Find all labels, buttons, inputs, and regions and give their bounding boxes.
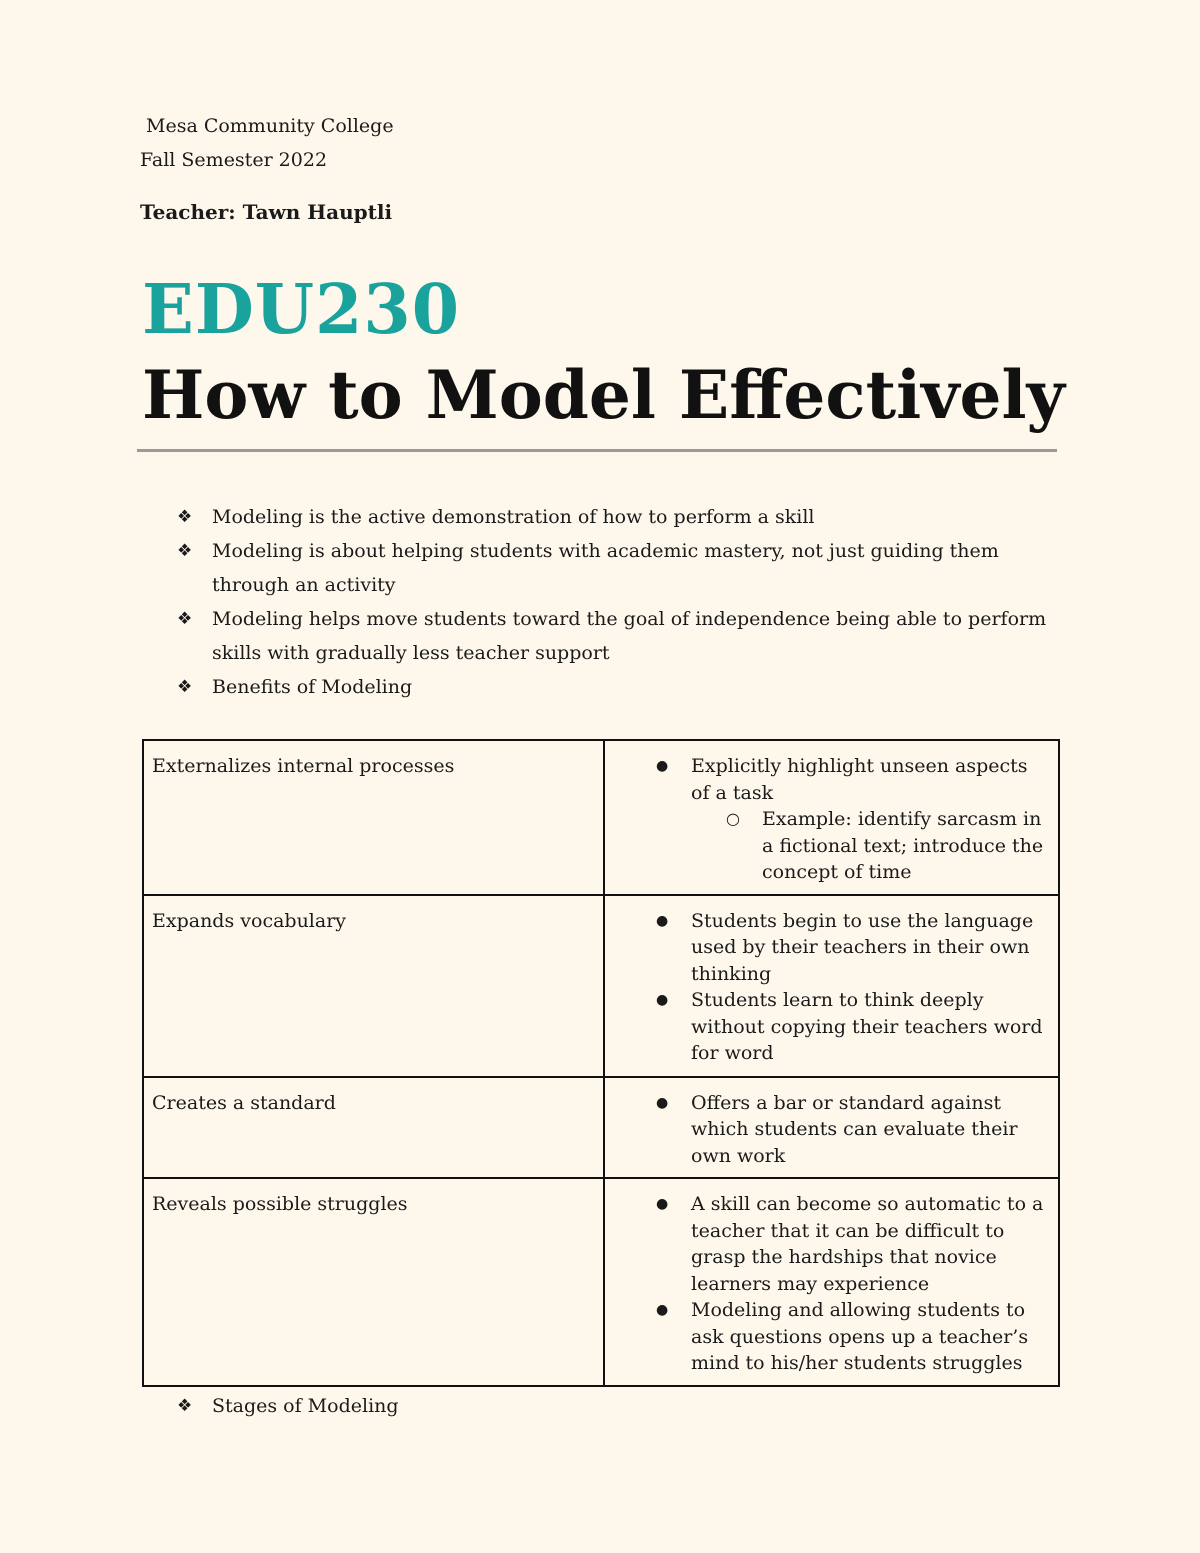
diamond-bullet-icon: ❖	[177, 677, 193, 697]
detail-cell	[604, 1077, 1059, 1179]
table-row	[143, 895, 1059, 1077]
list-item: ● Modeling and allowing students to ask questions opens up a teacher’s mind to his/her students struggles	[656, 1299, 1029, 1374]
list-item: ● Students begin to use the language used by their teachers in their own thinking	[656, 909, 1034, 985]
list-item: ❖ Modeling is the active demonstration of how to perform a skill	[175, 500, 1055, 534]
list-item: ○ Example: identify sarcasm in a fictional text; introduce the concept of time	[726, 808, 1044, 883]
list-item: ❖ Stages of Modeling	[175, 1389, 1055, 1423]
bullet-dot-icon: ●	[656, 912, 669, 929]
bullet-dot-icon: ●	[656, 758, 669, 774]
teacher-label: Teacher: Tawn Hauptli	[140, 200, 393, 224]
intro-bullet-list	[175, 500, 1055, 704]
benefit-cell: Creates a standard	[143, 1077, 604, 1179]
list-item: ● Explicitly highlight unseen aspects of a task ○ Example: identify sarcasm in a fictional text; introduce the concept of time	[691, 753, 1048, 886]
list-item: ● Offers a bar or standard against which students can evaluate their own work	[656, 1091, 1018, 1167]
bullet-circle-icon: ○	[726, 809, 740, 828]
detail-cell	[604, 1178, 1059, 1386]
bullet-dot-icon: ●	[656, 1196, 669, 1212]
page-title: How to Model Effectively	[142, 356, 1065, 434]
list-item: ❖ Benefits of Modeling	[175, 670, 1055, 704]
course-code: EDU230	[142, 270, 461, 350]
table-row	[143, 1077, 1059, 1179]
table-row	[143, 740, 1059, 895]
closing-bullet-list	[175, 1389, 1055, 1423]
list-item: ● A skill can become so automatic to a teacher that it can be difficult to grasp the hardships that novice learners may experience	[656, 1193, 1044, 1295]
bullet-dot-icon: ●	[656, 1302, 669, 1318]
benefit-cell: Expands vocabulary	[143, 895, 604, 1077]
list-item: ● Students learn to think deeply without copying their teachers word for word	[656, 989, 1043, 1064]
diamond-bullet-icon: ❖	[177, 1396, 193, 1416]
list-item: ❖ Modeling helps move students toward the goal of independence being able to perform skills with gradually less teacher support	[175, 602, 1055, 670]
detail-cell	[604, 895, 1059, 1077]
title-divider	[137, 449, 1057, 452]
bullet-dot-icon: ●	[656, 1094, 669, 1111]
diamond-bullet-icon: ❖	[177, 507, 193, 527]
benefit-cell: Externalizes internal processes	[143, 740, 604, 895]
college-name: Mesa Community College	[146, 115, 394, 137]
bullet-dot-icon: ●	[656, 992, 669, 1008]
detail-cell	[604, 740, 1059, 895]
benefits-table	[142, 739, 1060, 1387]
benefit-cell: Reveals possible struggles	[143, 1178, 604, 1386]
diamond-bullet-icon: ❖	[177, 541, 193, 561]
diamond-bullet-icon: ❖	[177, 609, 193, 629]
semester-label: Fall Semester 2022	[140, 149, 328, 171]
list-item: ❖ Modeling is about helping students with academic mastery, not just guiding them through an activity	[175, 534, 1055, 602]
table-row	[143, 1178, 1059, 1386]
